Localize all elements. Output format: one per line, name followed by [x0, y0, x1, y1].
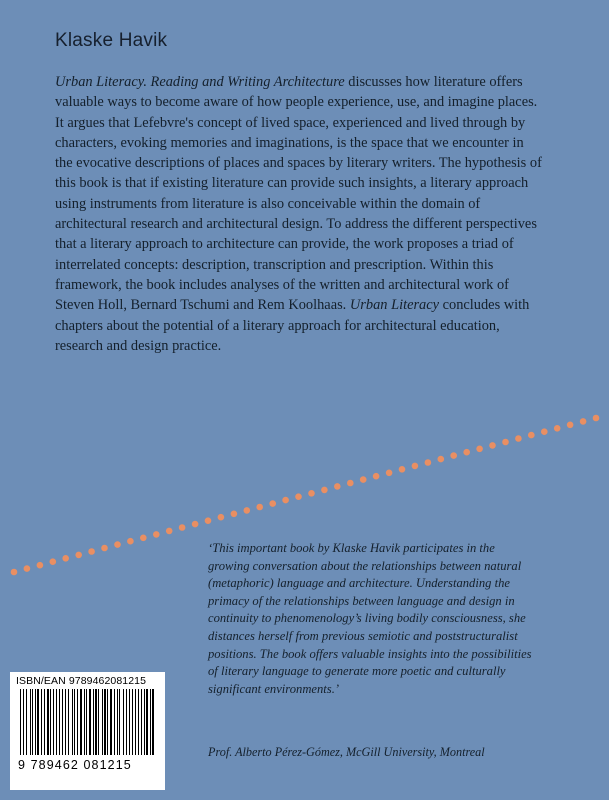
book-description-part1: discusses how literature offers valuable ways to become aware of how people experience, use, and imagine places. It argues that Lefebvre's concept of lived space, experienced and lived through by characters, evoking memories and imaginations, is the space that we encounter in the evocative descriptions of places and spaces by literary writers. The hypothesis of this book is that if existing literature can provide such insights, a literary approach using instruments from literature is also conceivable within the domain of architectural research and architectural design. To address the different perspectives that a literary approach to architecture can provide, the work proposes a triad of interrelated concepts: description, transcription and prescription. Within this framework, the book includes analyses of the written and architectural work of Steven Holl, Bernard Tschumi and Rem Koolhaas.: [55, 74, 542, 314]
book-title-italic: Urban Literacy. Reading and Writing Architecture: [55, 74, 345, 90]
isbn-label: ISBN/EAN 9789462081215: [16, 675, 147, 687]
book-description: [55, 72, 542, 356]
barcode-bars: [20, 689, 157, 755]
review-quote: ‘This important book by Klaske Havik participates in the growing conversation about the relationships between natural (metaphoric) language and architecture. Understanding the primacy of the relationships between language and design in continuity to phenomenology’s living bodily consciousness, she distances herself from previous semiotic and poststructuralist positions. The book offers valuable insights into the possibilities of literary language to generate more poetic and culturally significant environments.’: [208, 541, 532, 696]
review-attribution: Prof. Alberto Pérez-Gómez, McGill University, Montreal: [208, 745, 485, 759]
barcode-block: [10, 672, 165, 790]
barcode-digits: 9 789462 081215: [18, 758, 132, 772]
book-title-italic-2: Urban Literacy: [349, 297, 440, 314]
author-name: Klaske Havik: [55, 30, 168, 51]
book-description-part2: concludes with chapters about the potential of a literary approach for architectural education, research and design practice.: [55, 297, 530, 354]
